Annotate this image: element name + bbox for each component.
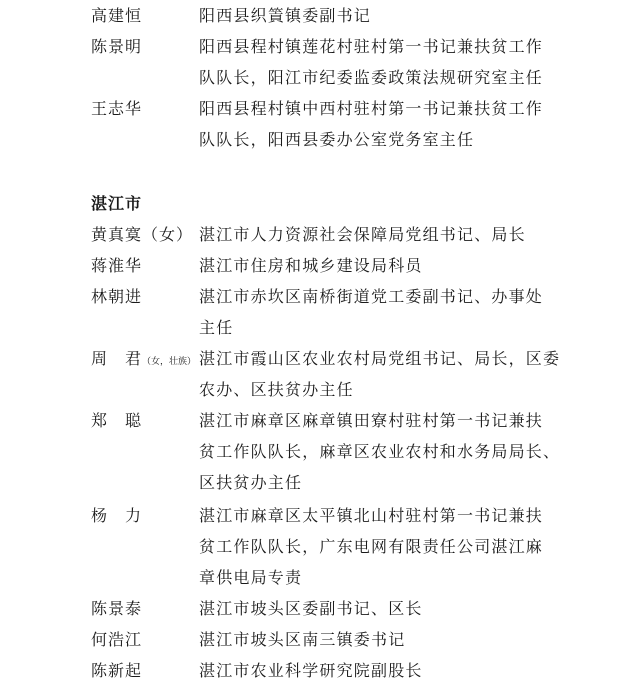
ethnicity-note: （女，壮族） xyxy=(142,357,197,367)
person-title xyxy=(199,281,557,343)
title-line: 贫工作队队长，麻章区农业农村和水务局局长、 xyxy=(199,442,561,461)
title-line: 队队长，阳西县委办公室党务室主任 xyxy=(199,130,475,149)
title-line: 湛江市农业科学研究院副股长 xyxy=(199,661,423,680)
title-line: 章供电局专责 xyxy=(199,568,303,587)
person-name: 高建恒 xyxy=(91,6,143,25)
person-name: 陈景泰 xyxy=(91,599,143,618)
title-line: 阳西县织篢镇委副书记 xyxy=(199,6,372,25)
title-line: 湛江市霞山区农业农村局党组书记、局长，区委 xyxy=(199,349,561,368)
title-line: 农办、区扶贫办主任 xyxy=(199,380,354,399)
title-line: 湛江市人力资源社会保障局党组书记、局长 xyxy=(199,225,526,244)
section-heading: 湛江市 xyxy=(91,194,143,213)
title-line: 湛江市麻章区太平镇北山村驻村第一书记兼扶 xyxy=(199,506,544,525)
person-title xyxy=(199,343,561,405)
person-name: 陈新起 xyxy=(91,661,143,680)
title-line: 湛江市赤坎区南桥街道党工委副书记、办事处 xyxy=(199,287,544,306)
person-name: 王志华 xyxy=(91,99,143,118)
person-name: 林朝进 xyxy=(91,287,143,306)
title-line: 贫工作队队长，广东电网有限责任公司湛江麻 xyxy=(199,537,544,556)
person-title xyxy=(199,31,557,93)
person-name: 蒋淮华 xyxy=(91,256,143,275)
person-title xyxy=(199,593,557,624)
person-name: 何浩江 xyxy=(91,630,143,649)
title-line: 湛江市住房和城乡建设局科员 xyxy=(199,256,423,275)
person-title xyxy=(199,0,557,31)
person-name xyxy=(91,343,196,374)
person-name: 杨 力 xyxy=(91,506,143,525)
title-line: 湛江市坡头区委副书记、区长 xyxy=(199,599,423,618)
person-title xyxy=(199,93,557,155)
person-title xyxy=(199,500,557,593)
title-line: 湛江市麻章区麻章镇田寮村驻村第一书记兼扶 xyxy=(199,411,544,430)
title-line: 阳西县程村镇中西村驻村第一书记兼扶贫工作 xyxy=(199,99,544,118)
person-name: 陈景明 xyxy=(91,37,143,56)
person-title xyxy=(199,624,557,655)
person-name-text: 周 君 xyxy=(91,349,143,368)
person-name: 黄真寞（女） xyxy=(91,225,194,244)
person-title xyxy=(199,219,557,250)
title-line: 阳西县程村镇莲花村驻村第一书记兼扶贫工作 xyxy=(199,37,544,56)
title-line: 湛江市坡头区南三镇委书记 xyxy=(199,630,406,649)
person-name: 郑 聪 xyxy=(91,411,143,430)
person-title xyxy=(199,655,557,686)
title-line: 队队长，阳江市纪委监委政策法规研究室主任 xyxy=(199,68,544,87)
title-line: 主任 xyxy=(199,318,234,337)
person-title xyxy=(199,250,557,281)
person-title xyxy=(199,405,561,498)
title-line: 区扶贫办主任 xyxy=(199,473,303,492)
